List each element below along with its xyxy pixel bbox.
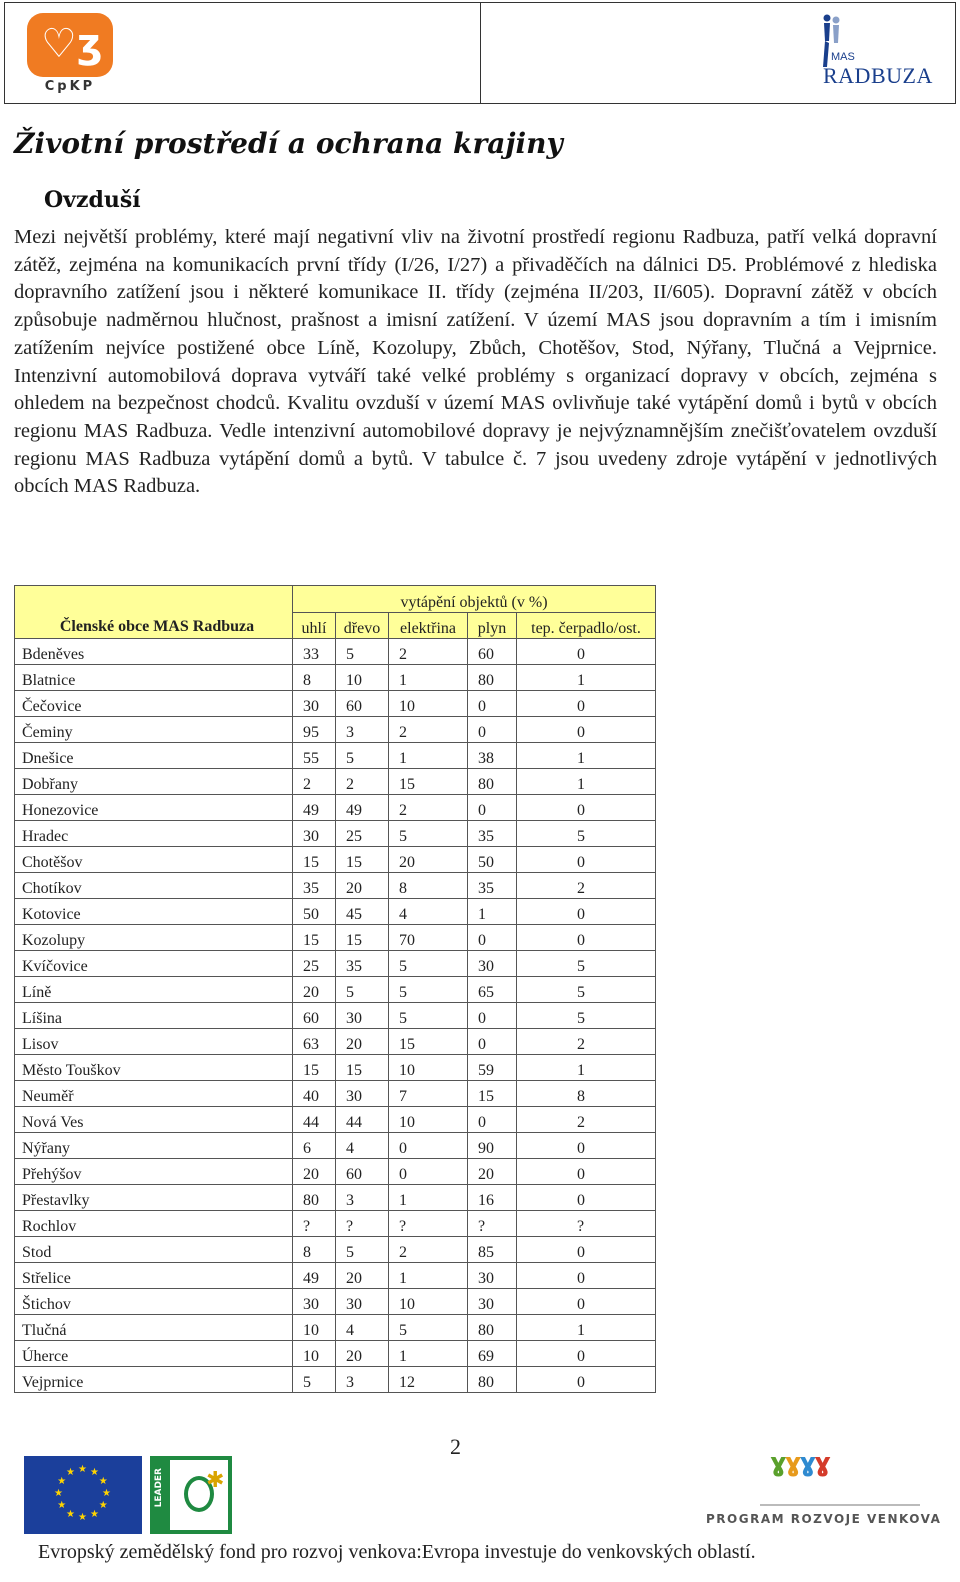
value-cell: 16 [468,1185,517,1211]
value-cell: 0 [517,795,656,821]
municipality-cell: Kvíčovice [15,951,293,977]
municipality-cell: Úherce [15,1341,293,1367]
value-cell: 15 [389,769,468,795]
table-group-header: vytápění objektů (v %) [293,586,656,613]
value-cell: 59 [468,1055,517,1081]
value-cell: 49 [336,795,389,821]
value-cell: 0 [517,1341,656,1367]
municipality-cell: Tlučná [15,1315,293,1341]
value-cell: 15 [336,925,389,951]
municipality-cell: Nová Ves [15,1107,293,1133]
municipality-cell: Přestavlky [15,1185,293,1211]
value-cell: 30 [293,1289,336,1315]
value-cell: 30 [293,821,336,847]
star-icon: ★ [57,1476,67,1487]
value-cell: 44 [336,1107,389,1133]
value-cell: 0 [517,691,656,717]
value-cell: 70 [389,925,468,951]
column-header-drevo: dřevo [336,613,389,639]
value-cell: 35 [336,951,389,977]
program-logo-text: PROGRAM ROZVOJE VENKOVA [706,1512,942,1526]
value-cell: 0 [517,1133,656,1159]
star-icon: ★ [66,1467,75,1479]
value-cell: 0 [517,899,656,925]
value-cell: 20 [389,847,468,873]
municipality-cell: Střelice [15,1263,293,1289]
body-paragraph: Mezi největší problémy, které mají negativní vliv na životní prostředí regionu Radbuza, patří velká dopravní zátěž, zejména na komunikacích první třídy (I/26, I/27) a přivaděčích na dálnici D5. Problémové z hlediska dopravního zatížení jsou i některé komunikace II. třídy (zejména II/203, II/605). Dopravní zátěž v obcích způsobuje nadměrnou hlučnost, prašnost a imisní zatížení. V území MAS jsou dopravním a tím i imisním zatížením nejvíce postižené obce Líně, Kozolupy, Zbůch, Chotěšov, Stod, Nýřany, Tlučná a Vejprnice. Intenzivní automobilová doprava vytváří také velké problémy s organizací dopravy v obcích, zejména s ohledem na bezpečnost chodců. Kvalitu ovzduší v území MAS ovlivňuje také vytápění domů i bytů v obcích regionu MAS Radbuza. Vedle intenzivní automobilové dopravy je nejvýznamnějším znečišťovatelem ovzduší regionu MAS Radbuza vytápění domů a bytů. V tabulce č. 7 jsou uvedeny zdroje vytápění v jednotlivých obcích MAS Radbuza. [14,226,937,498]
value-cell: 2 [517,1107,656,1133]
value-cell: 4 [336,1133,389,1159]
table-row [15,665,656,691]
value-cell: 5 [293,1367,336,1393]
value-cell: 1 [517,665,656,691]
value-cell: 35 [293,873,336,899]
star-icon: ★ [66,1508,75,1520]
value-cell: 10 [389,1289,468,1315]
value-cell: ? [293,1211,336,1237]
value-cell: 60 [468,639,517,665]
table-row [15,1211,656,1237]
municipality-cell: Chotíkov [15,873,293,899]
value-cell: 5 [336,977,389,1003]
cpkp-logo-shape [27,13,113,77]
table-row [15,795,656,821]
value-cell: 5 [389,1003,468,1029]
value-cell: 0 [468,925,517,951]
municipality-cell: Nýřany [15,1133,293,1159]
table-row [15,951,656,977]
header-right-cell [480,3,956,103]
table-body [15,639,656,1393]
value-cell: 10 [389,1055,468,1081]
sprouts-icon: ɣɣɣɣ [770,1448,829,1478]
page-header [4,2,956,104]
value-cell: 2 [336,769,389,795]
value-cell: 0 [468,795,517,821]
value-cell: 30 [468,951,517,977]
value-cell: 0 [517,717,656,743]
table-row [15,1081,656,1107]
municipality-cell: Štichov [15,1289,293,1315]
table-row [15,639,656,665]
value-cell: 5 [517,821,656,847]
value-cell: 15 [293,925,336,951]
heating-table [14,585,656,1393]
value-cell: 30 [468,1289,517,1315]
value-cell: 35 [468,821,517,847]
table-row [15,1367,656,1393]
star-icon: ★ [102,1488,111,1499]
value-cell: 0 [517,1237,656,1263]
value-cell: 3 [336,1367,389,1393]
value-cell: 1 [389,1185,468,1211]
municipality-cell: Rochlov [15,1211,293,1237]
mas-logo-small-text: MAS [831,51,855,63]
value-cell: 8 [517,1081,656,1107]
value-cell: 15 [336,1055,389,1081]
value-cell: ? [517,1211,656,1237]
value-cell: 3 [336,717,389,743]
value-cell: 10 [389,691,468,717]
value-cell: 0 [517,847,656,873]
value-cell: 5 [517,951,656,977]
value-cell: 1 [389,665,468,691]
value-cell: 4 [336,1315,389,1341]
value-cell: 2 [517,1029,656,1055]
value-cell: 1 [517,769,656,795]
table-row [15,743,656,769]
value-cell: 1 [389,1263,468,1289]
table-group-header-row [15,586,656,613]
value-cell: 8 [293,1237,336,1263]
value-cell: 38 [468,743,517,769]
value-cell: 30 [336,1003,389,1029]
mas-radbuza-logo [813,13,933,87]
value-cell: 8 [389,873,468,899]
value-cell: 0 [517,1185,656,1211]
value-cell: 10 [293,1341,336,1367]
value-cell: 63 [293,1029,336,1055]
value-cell: 90 [468,1133,517,1159]
value-cell: 3 [336,1185,389,1211]
municipality-cell: Neuměř [15,1081,293,1107]
section-subtitle: Ovzduší [44,187,141,213]
value-cell: 80 [468,1315,517,1341]
value-cell: 0 [389,1133,468,1159]
star-icon: ★ [57,1500,67,1511]
value-cell: 0 [468,1029,517,1055]
value-cell: 85 [468,1237,517,1263]
value-cell: 25 [293,951,336,977]
value-cell: 44 [293,1107,336,1133]
table-row [15,899,656,925]
value-cell: 49 [293,795,336,821]
column-header-uhli: uhlí [293,613,336,639]
value-cell: 5 [517,1003,656,1029]
value-cell: ? [468,1211,517,1237]
value-cell: 2 [389,717,468,743]
value-cell: 5 [336,743,389,769]
footer-text: Evropský zemědělský fond pro rozvoj venkova:Evropa investuje do venkovských oblastí. [38,1541,756,1563]
value-cell: 60 [293,1003,336,1029]
value-cell: 15 [293,847,336,873]
table-row [15,1055,656,1081]
value-cell: 30 [336,1289,389,1315]
table-row [15,977,656,1003]
value-cell: 5 [389,1315,468,1341]
value-cell: 1 [517,1315,656,1341]
column-header-tep-cerpadlo: tep. čerpadlo/ost. [517,613,656,639]
star-icon: ★ [98,1500,108,1511]
value-cell: 15 [293,1055,336,1081]
value-cell: 25 [336,821,389,847]
value-cell: 30 [293,691,336,717]
logo-baseline [760,1504,920,1506]
municipality-cell: Kozolupy [15,925,293,951]
municipality-cell: Líně [15,977,293,1003]
value-cell: 10 [336,665,389,691]
table-row [15,925,656,951]
header-left-cell [5,3,480,103]
program-rozvoje-venkova-logo [700,1448,942,1530]
municipality-cell: Město Touškov [15,1055,293,1081]
table-corner-header: Členské obce MAS Radbuza [15,586,293,639]
value-cell: 0 [389,1159,468,1185]
value-cell: 0 [517,1159,656,1185]
value-cell: 0 [517,1367,656,1393]
value-cell: 80 [293,1185,336,1211]
municipality-cell: Čeminy [15,717,293,743]
star-icon: ★ [98,1476,108,1487]
value-cell: 33 [293,639,336,665]
table-row [15,1289,656,1315]
municipality-cell: Lisov [15,1029,293,1055]
star-icon: ★ [90,1467,99,1479]
value-cell: 65 [468,977,517,1003]
value-cell: 2 [517,873,656,899]
table-row [15,873,656,899]
table-row [15,821,656,847]
value-cell: 0 [517,639,656,665]
value-cell: ? [336,1211,389,1237]
municipality-cell: Přehýšov [15,1159,293,1185]
table-row [15,717,656,743]
value-cell: 1 [468,899,517,925]
table-row [15,1237,656,1263]
table-row [15,847,656,873]
table-row [15,1185,656,1211]
star-icon: ★ [78,1464,87,1475]
table-row [15,1159,656,1185]
value-cell: 69 [468,1341,517,1367]
municipality-cell: Vejprnice [15,1367,293,1393]
mas-logo-big-text: RADBUZA [823,63,933,88]
value-cell: 20 [336,1341,389,1367]
value-cell: 80 [468,1367,517,1393]
table-row [15,769,656,795]
value-cell: 80 [468,665,517,691]
value-cell: 5 [389,951,468,977]
star-icon: ★ [90,1508,99,1520]
value-cell: 5 [517,977,656,1003]
cpkp-logo [27,13,113,95]
value-cell: 5 [389,977,468,1003]
value-cell: 2 [389,795,468,821]
value-cell: 0 [468,691,517,717]
value-cell: 60 [336,691,389,717]
municipality-cell: Dobřany [15,769,293,795]
column-header-plyn: plyn [468,613,517,639]
value-cell: 1 [517,1055,656,1081]
value-cell: 20 [293,977,336,1003]
value-cell: 30 [468,1263,517,1289]
municipality-cell: Chotěšov [15,847,293,873]
value-cell: 30 [336,1081,389,1107]
municipality-cell: Bdeněves [15,639,293,665]
value-cell: 1 [389,743,468,769]
value-cell: 2 [389,1237,468,1263]
value-cell: 55 [293,743,336,769]
value-cell: 5 [389,821,468,847]
value-cell: 10 [389,1107,468,1133]
leader-logo [150,1456,232,1534]
municipality-cell: Stod [15,1237,293,1263]
value-cell: 20 [336,1263,389,1289]
value-cell: 7 [389,1081,468,1107]
star-icon: ★ [54,1488,63,1499]
column-header-elektrina: elektřina [389,613,468,639]
value-cell: 1 [517,743,656,769]
value-cell: 1 [389,1341,468,1367]
value-cell: 5 [336,639,389,665]
value-cell: 95 [293,717,336,743]
value-cell: 80 [468,769,517,795]
value-cell: 20 [336,1029,389,1055]
value-cell: 2 [389,639,468,665]
heart-icon: ♡ʒ [41,21,103,67]
value-cell: 49 [293,1263,336,1289]
page-number: 2 [450,1434,461,1459]
municipality-cell: Líšina [15,1003,293,1029]
value-cell: 2 [293,769,336,795]
value-cell: 0 [468,1003,517,1029]
municipality-cell: Hradec [15,821,293,847]
value-cell: 20 [468,1159,517,1185]
value-cell: 0 [468,717,517,743]
value-cell: 45 [336,899,389,925]
value-cell: 15 [468,1081,517,1107]
municipality-cell: Dnešice [15,743,293,769]
value-cell: 15 [389,1029,468,1055]
value-cell: 50 [293,899,336,925]
value-cell: 12 [389,1367,468,1393]
table-row [15,1029,656,1055]
table-row [15,1315,656,1341]
wheat-icon: ✱ [206,1468,225,1493]
municipality-cell: Honezovice [15,795,293,821]
value-cell: 8 [293,665,336,691]
value-cell: 5 [336,1237,389,1263]
table-row [15,691,656,717]
table-row [15,1263,656,1289]
value-cell: 0 [517,925,656,951]
municipality-cell: Kotovice [15,899,293,925]
value-cell: 35 [468,873,517,899]
municipality-cell: Čečovice [15,691,293,717]
leader-logo-text: LEADER [154,1468,164,1508]
cpkp-logo-text: CpKP [44,79,96,94]
table-row [15,1003,656,1029]
value-cell: 0 [517,1263,656,1289]
value-cell: 0 [517,1289,656,1315]
table-row [15,1341,656,1367]
value-cell: 15 [336,847,389,873]
eu-flag-logo [24,1456,142,1534]
star-icon: ★ [78,1512,87,1523]
value-cell: 0 [468,1107,517,1133]
value-cell: 50 [468,847,517,873]
value-cell: 4 [389,899,468,925]
value-cell: 10 [293,1315,336,1341]
table-row [15,1133,656,1159]
value-cell: 6 [293,1133,336,1159]
value-cell: 40 [293,1081,336,1107]
value-cell: ? [389,1211,468,1237]
value-cell: 20 [293,1159,336,1185]
table-row [15,1107,656,1133]
municipality-cell: Blatnice [15,665,293,691]
page-title: Životní prostředí a ochrana krajiny [14,127,563,160]
value-cell: 20 [336,873,389,899]
leader-logo-box [170,1460,228,1530]
value-cell: 60 [336,1159,389,1185]
